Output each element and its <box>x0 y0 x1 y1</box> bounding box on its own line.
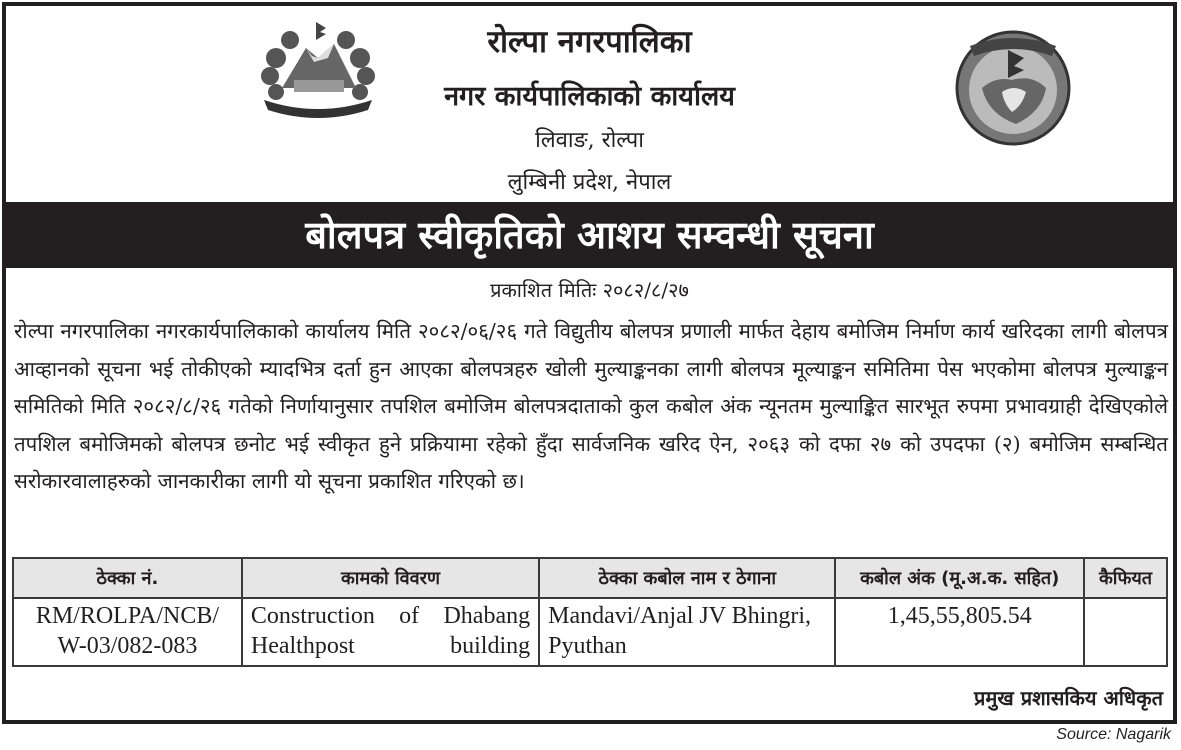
col-amount: कबोल अंक (मू.अ.क. सहित) <box>835 558 1084 598</box>
col-remarks: कैफियत <box>1084 558 1167 598</box>
cell-remarks <box>1084 598 1167 666</box>
office-name: नगर कार्यपालिकाको कार्यालय <box>444 81 735 112</box>
cell-description: Construction of Dhabang Healthpost building <box>242 598 539 666</box>
published-date: प्रकाशित मितिः २०८२/८/२७ <box>490 278 689 302</box>
notice-title-banner: बोलपत्र स्वीकृतिको आशय सम्वन्धी सूचना <box>6 202 1173 268</box>
col-bidder: ठेक्का कबोल नाम र ठेगाना <box>539 558 835 598</box>
notice-frame <box>2 2 1177 724</box>
source-credit: Source: Nagarik <box>1056 726 1171 743</box>
col-contract-no: ठेक्का नं. <box>13 558 242 598</box>
address-line-1: लिवाङ, रोल्पा <box>535 128 644 153</box>
table-header-row <box>13 558 1167 598</box>
address-line-2: लुम्बिनी प्रदेश, नेपाल <box>507 170 672 195</box>
table-row <box>13 598 1167 666</box>
cell-amount: 1,45,55,805.54 <box>835 598 1084 666</box>
cell-bidder: Mandavi/Anjal JV Bhingri, Pyuthan <box>539 598 835 666</box>
org-name: रोल्पा नगरपालिका <box>487 24 692 60</box>
tender-table <box>12 557 1168 667</box>
notice-body-paragraph: रोल्पा नगरपालिका नगरकार्यपालिकाको कार्यालय मिति २०८२/०६/२६ गते विद्युतीय बोलपत्र प्रणाली मार्फत देहाय बमोजिम निर्माण कार्य खरिदका लागी बोलपत्र आव्हानको सूचना भई तोकीएको म्यादभित्र दर्ता हुन आएका बोलपत्रहरु खोली मुल्याङ्कनका लागी बोलपत्र मूल्याङ्कन समितिमा पेस भएकोमा बोलपत्र मुल्याङ्कन समितिको मिति २०८२/८/२६ गतेको निर्णायानुसार तपशिल बमोजिम बोलपत्रदाताको कुल कबोल अंक न्यूनतम मुल्याङ्कित सारभूत रुपमा प्रभावग्राही देखिएकोले तपशिल बमोजिमको बोलपत्र छनोट भई स्वीकृत हुने प्रक्रियामा रहेको हुँदा सार्वजनिक खरिद ऐन, २०६३ को दफा २७ को उपदफा (२) बमोजिम सम्बन्धित सरोकारवालाहरुको जानकारीका लागी यो सूचना प्रकाशित गरिएको छ। <box>14 319 1168 493</box>
col-description: कामको विवरण <box>242 558 539 598</box>
municipality-emblem-icon <box>952 28 1074 146</box>
notice-header <box>6 6 1173 202</box>
cell-contract-no: RM/ROLPA/NCB/ W-03/082-083 <box>13 598 242 666</box>
signatory-title: प्रमुख प्रशासकिय अधिकृत <box>974 686 1163 710</box>
